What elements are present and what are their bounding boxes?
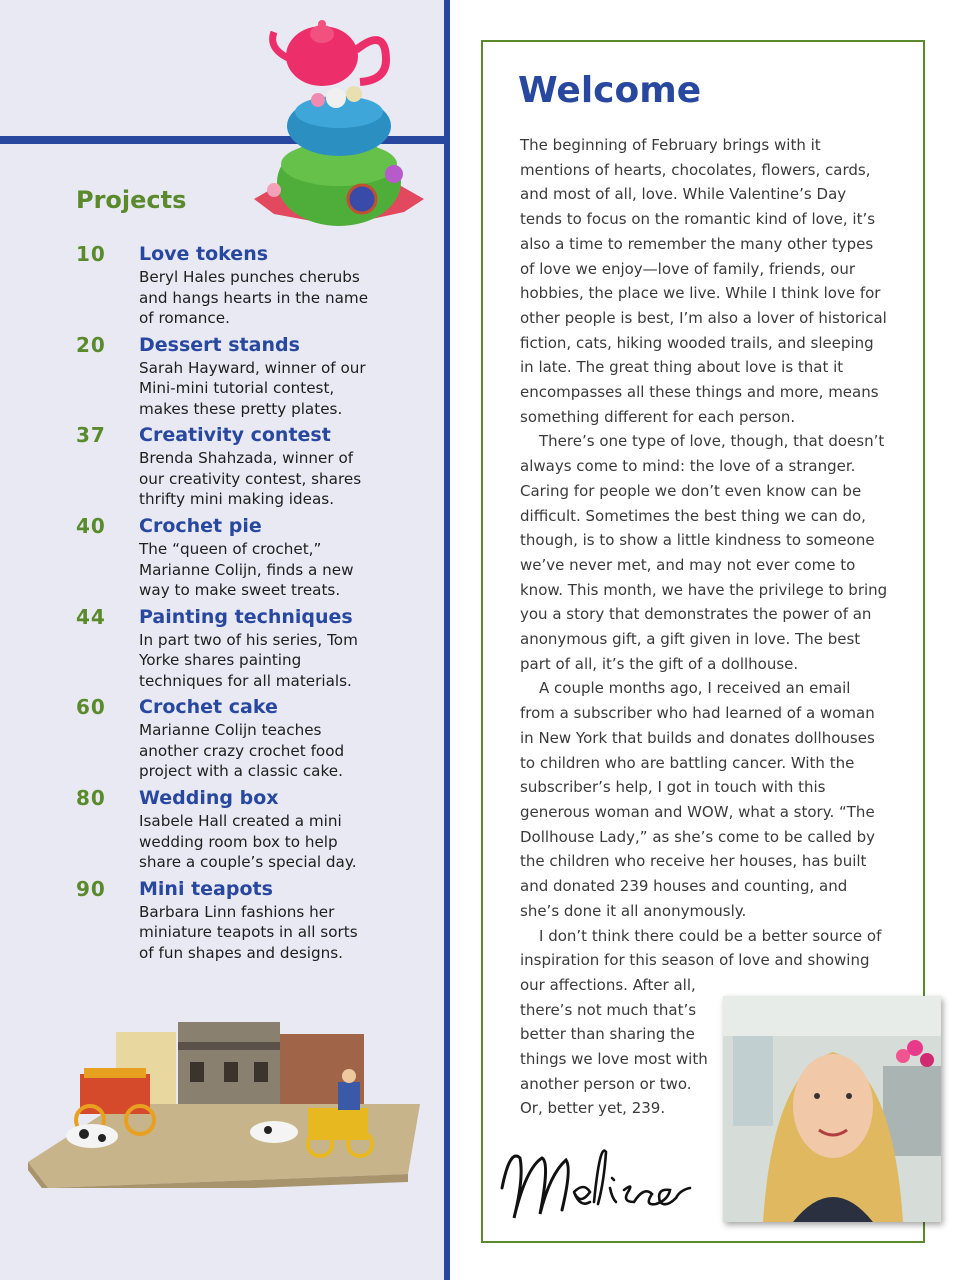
project-page-number: 80: [76, 786, 106, 811]
letter-line: Or, better yet, 239.: [520, 1099, 666, 1118]
projects-list: [76, 242, 376, 968]
project-page-number: 37: [76, 423, 106, 448]
project-page-number: 44: [76, 604, 106, 629]
editor-photo: [723, 996, 941, 1222]
project-title[interactable]: Painting techniques: [139, 605, 353, 628]
project-item[interactable]: [76, 423, 376, 514]
letter-paragraph: The beginning of February brings with it mentions of hearts, chocolates, flowers, cards, and most of all, love. While Valentine’s Day tends to focus on the romantic kind of love, it’s also a time to remember the many other types of love we enjoy—love of family, friends, our hobbies, the place we live. While I think love for other people is best, I’m also a lover of historical fiction, cats, hiking wooded trails, and sleeping in late. The great thing about love is that it encompasses all these things and more, means something different for each person.: [520, 136, 887, 426]
project-item[interactable]: [76, 786, 376, 877]
project-page-number: 10: [76, 242, 106, 266]
projects-heading: Projects: [76, 186, 187, 214]
project-item[interactable]: [76, 333, 376, 424]
project-title[interactable]: Crochet cake: [139, 696, 278, 719]
letter-line: another person or two.: [520, 1074, 692, 1093]
project-item[interactable]: [76, 695, 376, 786]
letter-line: things we love most with: [520, 1050, 708, 1069]
project-page-number: 20: [76, 332, 106, 357]
letter-line: better than sharing the: [520, 1025, 695, 1044]
project-title[interactable]: Crochet pie: [139, 515, 262, 538]
welcome-title: Welcome: [518, 70, 702, 111]
project-description: Barbara Linn fashions her miniature teapots in all sorts of fun shapes and designs.: [139, 902, 358, 962]
project-title[interactable]: Love tokens: [139, 243, 269, 265]
project-item[interactable]: [76, 605, 376, 696]
project-page-number: 90: [76, 876, 106, 901]
project-item[interactable]: [76, 514, 376, 605]
western-roombox-image: [28, 1012, 420, 1188]
project-title[interactable]: Dessert stands: [139, 333, 300, 356]
project-title[interactable]: Wedding box: [139, 787, 279, 810]
project-title[interactable]: Creativity contest: [139, 424, 331, 447]
project-page-number: 60: [76, 695, 106, 720]
project-description: Beryl Hales punches cherubs and hangs hearts in the name of romance.: [139, 268, 369, 327]
project-description: Brenda Shahzada, winner of our creativity contest, shares thrifty mini making ideas.: [139, 449, 362, 509]
project-description: The “queen of crochet,” Marianne Colijn, finds a new way to make sweet treats.: [139, 540, 354, 600]
signature: [494, 1128, 712, 1232]
vertical-divider: [444, 0, 450, 1280]
project-title[interactable]: Mini teapots: [139, 877, 273, 900]
project-description: Isabele Hall created a mini wedding room box to help share a couple’s special day.: [139, 812, 357, 872]
teapot-cake-image: [244, 14, 434, 236]
letter-line: I don’t think there could be a better source of inspiration for this season of love and showing: [520, 926, 882, 970]
project-description: Marianne Colijn teaches another crazy crochet food project with a classic cake.: [139, 721, 345, 781]
letter-paragraph: A couple months ago, I received an email from a subscriber who had learned of a woman in New York that builds and donates dollhouses to children who are battling cancer. With the subscriber’s help, I got in touch with this generous woman and WOW, what a story. “The Dollhouse Lady,” as she’s come to be called by the children who receive her houses, has built and donated 239 houses and counting, and she’s done it all anonymously.: [520, 679, 876, 920]
project-item[interactable]: [76, 877, 376, 968]
project-description: Sarah Hayward, winner of our Mini-mini tutorial contest, makes these pretty plates.: [139, 358, 366, 418]
project-description: In part two of his series, Tom Yorke shares painting techniques for all materials.: [139, 630, 358, 690]
welcome-letter: [520, 133, 890, 1121]
letter-line: our affections. After all,: [520, 975, 696, 994]
letter-paragraph: There’s one type of love, though, that doesn’t always come to mind: the love of a stranger. Caring for people we don’t even know can be difficult. Sometimes the best thing we can do, though, is to show a little kindness to someone we’ve never met, and may not ever come to know. This month, we have the privilege to bring you a story that demonstrates the power of an anonymous gift, a gift given in love. The best part of all, it’s the gift of a dollhouse.: [520, 432, 888, 673]
project-item[interactable]: [76, 242, 376, 333]
project-page-number: 40: [76, 514, 106, 539]
letter-line: there’s not much that’s: [520, 1000, 697, 1019]
